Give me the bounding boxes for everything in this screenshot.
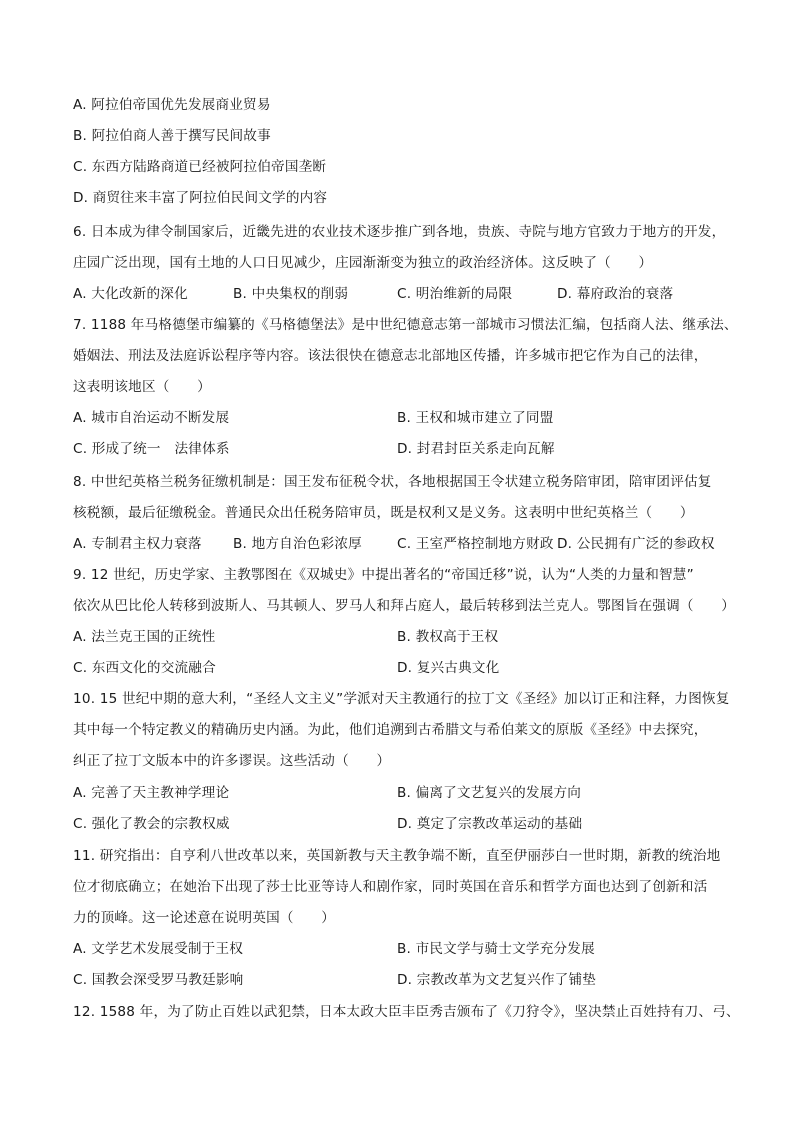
q7-option-c: C. 形成了统一 法律体系 [73, 441, 230, 457]
q5-option-c: C. 东西方陆路商道已经被阿拉伯帝国垄断 [73, 159, 327, 175]
q10-stem-line1: 10. 15 世纪中期的意大利，“圣经人文主义”学派对天主教通行的拉丁文《圣经》加以订正和注释，力图恢复 [73, 691, 730, 707]
q9-stem-line1: 9. 12 世纪，历史学家、主教鄂图在《双城史》中提出著名的“帝国迁移”说，认为“人类的力量和智慧” [73, 567, 694, 583]
q11-stem-line1: 11. 研究指出：自亨利八世改革以来，英国新教与天主教争端不断，直至伊丽莎白一世时期，新教的统治地 [73, 848, 721, 864]
q11-stem-line2: 位才彻底确立；在她治下出现了莎士比亚等诗人和剧作家，同时英国在音乐和哲学方面也达到了创新和活 [73, 879, 708, 895]
q10-option-a: A. 完善了天主教神学理论 [73, 785, 230, 801]
q8-stem-line1: 8. 中世纪英格兰税务征缴机制是：国王发布征税令状，各地根据国王令状建立税务陪审团，陪审团评估复 [73, 474, 712, 490]
q10-option-b: B. 偏离了文艺复兴的发展方向 [397, 785, 582, 801]
q10-option-c: C. 强化了教会的宗教权威 [73, 816, 230, 832]
q8-option-c: C. 王室严格控制地方财政 [397, 536, 554, 552]
q11-option-a: A. 文学艺术发展受制于王权 [73, 941, 244, 957]
q9-option-c: C. 东西文化的交流融合 [73, 660, 216, 676]
q11-stem-line3: 力的顶峰。这一论述意在说明英国（ ） [73, 910, 336, 926]
q9-option-a: A. 法兰克王国的正统性 [73, 629, 216, 645]
q11-option-d: D. 宗教改革为文艺复兴作了铺垫 [397, 972, 597, 988]
q7-option-b: B. 王权和城市建立了同盟 [397, 410, 554, 426]
q7-option-d: D. 封君封臣关系走向瓦解 [397, 441, 555, 457]
q5-option-d: D. 商贸往来丰富了阿拉伯民间文学的内容 [73, 190, 328, 206]
q12-stem-line1: 12. 1588 年，为了防止百姓以武犯禁，日本太政大臣丰臣秀吉颁布了《刀狩令》，坚决禁止百姓持有刀、弓、 [73, 1004, 740, 1020]
q8-stem-line2: 核税额，最后征缴税金。普通民众出任税务陪审员，既是权利又是义务。这表明中世纪英格兰（ ） [73, 505, 694, 521]
q10-stem-line3: 纠正了拉丁文版本中的许多谬误。这些活动（ ） [73, 753, 391, 769]
q6-option-c: C. 明治维新的局限 [397, 286, 513, 302]
q8-option-b: B. 地方自治色彩浓厚 [233, 536, 362, 552]
q6-option-d: D. 幕府政治的衰落 [557, 286, 674, 302]
q5-option-a: A. 阿拉伯帝国优先发展商业贸易 [73, 97, 271, 113]
q8-option-a: A. 专制君主权力衰落 [73, 536, 202, 552]
q10-stem-line2: 其中每一个特定教义的精确历史内涵。为此，他们追溯到古希腊文与希伯莱文的原版《圣经》中去探究， [73, 722, 708, 738]
q9-stem-line2: 依次从巴比伦人转移到波斯人、马其顿人、罗马人和拜占庭人，最后转移到法兰克人。鄂图旨在强调（ ） [73, 598, 736, 614]
q9-option-b: B. 教权高于王权 [397, 629, 499, 645]
q7-stem-line1: 7. 1188 年马格德堡市编纂的《马格德堡法》是中世纪德意志第一部城市习惯法汇编，包括商人法、继承法、 [73, 317, 738, 333]
q6-option-a: A. 大化改新的深化 [73, 286, 188, 302]
q6-stem-line2: 庄园广泛出现，国有土地的人口日见减少，庄园渐渐变为独立的政治经济体。这反映了（ ） [73, 255, 653, 271]
q5-option-b: B. 阿拉伯商人善于撰写民间故事 [73, 128, 271, 144]
q11-option-b: B. 市民文学与骑士文学充分发展 [397, 941, 595, 957]
q8-option-d: D. 公民拥有广泛的参政权 [557, 536, 715, 552]
q6-option-b: B. 中央集权的削弱 [233, 286, 349, 302]
q6-stem-line1: 6. 日本成为律令制国家后，近畿先进的农业技术逐步推广到各地，贵族、寺院与地方官致力于地方的开发， [73, 224, 726, 240]
q7-stem-line2: 婚姻法、刑法及法庭诉讼程序等内容。该法很快在德意志北部地区传播，许多城市把它作为自己的法律， [73, 348, 708, 364]
q9-option-d: D. 复兴古典文化 [397, 660, 500, 676]
q7-stem-line3: 这表明该地区（ ） [73, 379, 211, 395]
q11-option-c: C. 国教会深受罗马教廷影响 [73, 972, 244, 988]
q7-option-a: A. 城市自治运动不断发展 [73, 410, 230, 426]
q10-option-d: D. 奠定了宗教改革运动的基础 [397, 816, 583, 832]
